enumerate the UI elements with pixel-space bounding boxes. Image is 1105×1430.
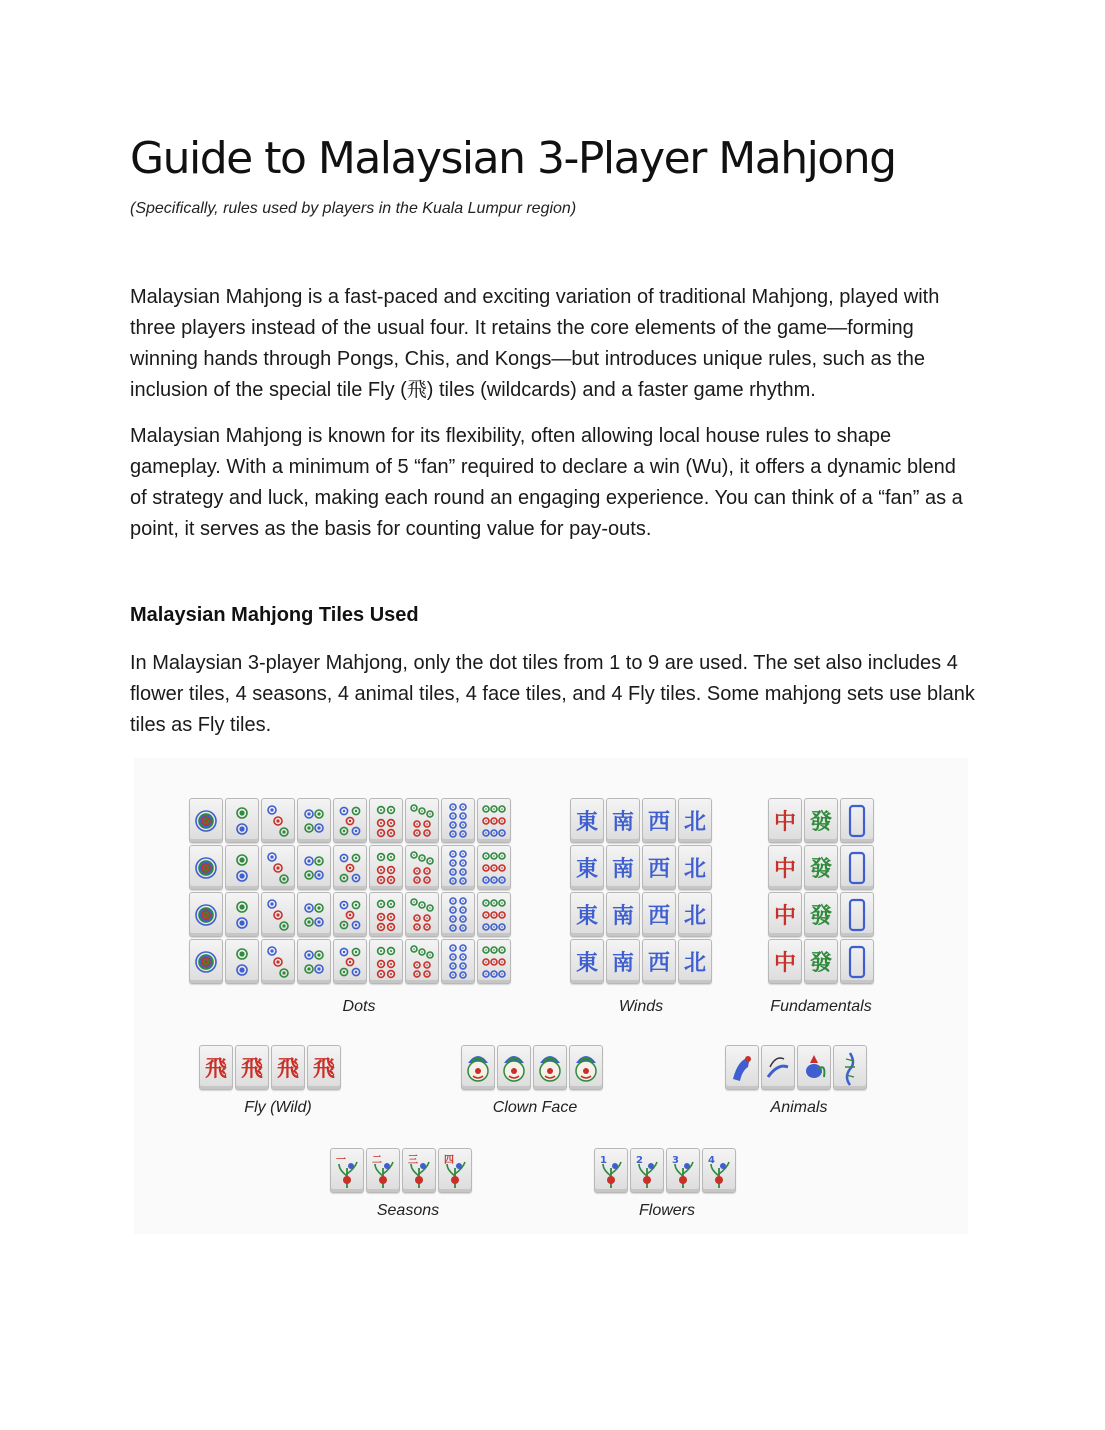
caption-winds: Winds: [618, 998, 664, 1015]
dot-tile-2: [225, 798, 259, 843]
dot-tile-1: [189, 845, 223, 890]
caption-fundamentals: Fundamentals: [770, 998, 872, 1015]
dot-tile-6: [369, 845, 403, 890]
tile-glyph: 發: [809, 903, 832, 929]
caption-animals: Animals: [770, 1099, 828, 1116]
tile-art: [408, 943, 436, 981]
tile-art: [572, 1049, 600, 1087]
clown-face-tile: [461, 1045, 495, 1090]
tile-art: [669, 1152, 697, 1190]
tile-art: [441, 1152, 469, 1190]
wind-tile-north: [678, 939, 712, 984]
tile-art: [300, 896, 328, 934]
fundamentals-tile-group: [768, 798, 874, 984]
tile-art: [843, 943, 871, 981]
tile-art: [800, 1049, 828, 1087]
tile-glyph: 南: [611, 950, 634, 976]
tile-art: [372, 802, 400, 840]
dot-tile-8: [441, 845, 475, 890]
tile-art: [843, 849, 871, 887]
flower-tile-2: [630, 1148, 664, 1193]
wind-tile-east: [570, 845, 604, 890]
tile-art: [228, 896, 256, 934]
tile-glyph: 飛: [312, 1056, 335, 1082]
animal-tile-centipede: [833, 1045, 867, 1090]
tiles-section-heading: Malaysian Mahjong Tiles Used: [130, 604, 419, 626]
wind-tile-west: [642, 939, 676, 984]
tile-art: [336, 849, 364, 887]
dot-tile-1: [189, 939, 223, 984]
animals-tile-grid: [725, 1045, 867, 1090]
tile-glyph: 飛: [204, 1056, 227, 1082]
wind-tile-east: [570, 892, 604, 937]
tile-art: [705, 1152, 733, 1190]
tile-art: [192, 802, 220, 840]
clown-tile-grid: [461, 1045, 603, 1090]
dot-tile-4: [297, 892, 331, 937]
dot-tile-5: [333, 892, 367, 937]
tile-glyph: 北: [683, 809, 706, 835]
flowers-tile-grid: [594, 1148, 736, 1193]
dot-tile-5: [333, 939, 367, 984]
tile-glyph: 發: [809, 809, 832, 835]
dot-tile-1: [189, 798, 223, 843]
caption-seasons: Seasons: [376, 1202, 440, 1219]
dot-tile-9: [477, 892, 511, 937]
svg-text:一: 一: [336, 1154, 346, 1166]
tile-art: [728, 1049, 756, 1087]
dot-tile-4: [297, 939, 331, 984]
tile-glyph: 南: [611, 809, 634, 835]
dot-tile-3: [261, 798, 295, 843]
tile-art: [408, 896, 436, 934]
dragon-tile-green-dragon: [804, 892, 838, 937]
tile-glyph: 中: [773, 809, 796, 835]
dot-tile-7: [405, 798, 439, 843]
page-subtitle: (Specifically, rules used by players in the Kuala Lumpur region): [130, 200, 577, 217]
tile-art: [480, 849, 508, 887]
dot-tile-7: [405, 939, 439, 984]
tile-glyph: 西: [647, 903, 670, 929]
tile-art: [264, 896, 292, 934]
dragon-tile-red-dragon: [768, 845, 802, 890]
tile-art: [836, 1049, 864, 1087]
flowers-tile-group: [594, 1148, 736, 1193]
tile-glyph: 北: [683, 903, 706, 929]
tile-art: [336, 896, 364, 934]
dot-tile-9: [477, 845, 511, 890]
svg-text:四: 四: [444, 1154, 454, 1166]
wind-tile-south: [606, 845, 640, 890]
tile-glyph: 東: [575, 856, 598, 882]
caption-flowers: Flowers: [638, 1202, 695, 1219]
wind-tile-west: [642, 798, 676, 843]
tile-art: [192, 943, 220, 981]
tile-glyph: 西: [647, 950, 670, 976]
dot-tile-3: [261, 939, 295, 984]
dragon-tile-white: [840, 892, 874, 937]
dot-tile-9: [477, 939, 511, 984]
tile-art: [408, 802, 436, 840]
tile-art: [264, 849, 292, 887]
wind-tile-north: [678, 798, 712, 843]
dot-tile-6: [369, 939, 403, 984]
dots-tile-grid: [189, 798, 511, 984]
dragon-tile-green-dragon: [804, 845, 838, 890]
tile-art: [336, 943, 364, 981]
caption-clown: Clown Face: [492, 1099, 578, 1116]
tile-art: [444, 802, 472, 840]
dot-tile-5: [333, 845, 367, 890]
dot-tile-8: [441, 798, 475, 843]
tile-art: [264, 802, 292, 840]
svg-text:2: 2: [636, 1154, 643, 1166]
tile-glyph: 中: [773, 903, 796, 929]
dot-tile-6: [369, 892, 403, 937]
tile-art: [764, 1049, 792, 1087]
dot-tile-4: [297, 798, 331, 843]
svg-text:二: 二: [372, 1154, 382, 1166]
wind-tile-south: [606, 939, 640, 984]
wind-tile-south: [606, 798, 640, 843]
tile-art: [264, 943, 292, 981]
tile-art: [192, 849, 220, 887]
tile-art: [444, 896, 472, 934]
animal-tile-cat: [725, 1045, 759, 1090]
fly-tile-group: [199, 1045, 341, 1090]
dot-tile-1: [189, 892, 223, 937]
dot-tile-4: [297, 845, 331, 890]
fly-tile: [235, 1045, 269, 1090]
seasons-tile-grid: [330, 1148, 472, 1193]
caption-dots: Dots: [342, 998, 376, 1015]
intro-paragraph-1: Malaysian Mahjong is a fast-paced and exciting variation of traditional Mahjong, played with three players instead of the usual four. It retains the core elements of the game—forming winning hands through Pongs, Chis, and Kongs—but introduces unique rules, such as the inclusion of the special tile Fly (飛) tiles (wildcards) and a faster game rhythm.: [130, 286, 940, 401]
tile-glyph: 飛: [240, 1056, 263, 1082]
dot-tile-5: [333, 798, 367, 843]
dot-tile-3: [261, 845, 295, 890]
intro-paragraph-2: Malaysian Mahjong is known for its flexibility, often allowing local house rules to shape gameplay. With a minimum of 5 “fan” required to declare a win (Wu), it offers a dynamic blend of strategy and luck, making each round an engaging experience. You can think of a “fan” as a point, it serves as the basis for counting value for pay-outs.: [130, 425, 963, 540]
dot-tile-7: [405, 892, 439, 937]
flower-tile-4: [702, 1148, 736, 1193]
tile-art: [444, 849, 472, 887]
tile-art: [228, 849, 256, 887]
dragon-tile-red-dragon: [768, 892, 802, 937]
tile-art: [408, 849, 436, 887]
tile-art: [300, 849, 328, 887]
tile-glyph: 南: [611, 856, 634, 882]
dots-tile-group: [189, 798, 511, 984]
clown-face-tile: [533, 1045, 567, 1090]
page-title: Guide to Malaysian 3-Player Mahjong: [130, 133, 896, 184]
tile-art: [500, 1049, 528, 1087]
dot-tile-2: [225, 892, 259, 937]
season-tile-1: [330, 1148, 364, 1193]
tile-glyph: 西: [647, 856, 670, 882]
wind-tile-east: [570, 798, 604, 843]
tile-art: [536, 1049, 564, 1087]
tile-art: [480, 896, 508, 934]
animal-tile-rat: [761, 1045, 795, 1090]
tile-art: [228, 802, 256, 840]
tile-art: [300, 943, 328, 981]
tile-art: [843, 896, 871, 934]
tile-glyph: 東: [575, 809, 598, 835]
dragon-tile-white: [840, 939, 874, 984]
clown-face-tile: [569, 1045, 603, 1090]
wind-tile-west: [642, 892, 676, 937]
clown-face-tile: [497, 1045, 531, 1090]
fly-tile: [199, 1045, 233, 1090]
tile-art: [480, 802, 508, 840]
dragon-tile-red-dragon: [768, 939, 802, 984]
svg-text:1: 1: [600, 1154, 607, 1166]
tile-art: [633, 1152, 661, 1190]
animal-tile-rooster: [797, 1045, 831, 1090]
tile-glyph: 東: [575, 903, 598, 929]
tile-art: [228, 943, 256, 981]
tile-art: [464, 1049, 492, 1087]
wind-tile-north: [678, 892, 712, 937]
flower-tile-3: [666, 1148, 700, 1193]
wind-tile-west: [642, 845, 676, 890]
caption-fly: Fly (Wild): [244, 1099, 312, 1116]
tile-glyph: 東: [575, 950, 598, 976]
wind-tile-south: [606, 892, 640, 937]
tile-art: [480, 943, 508, 981]
tile-art: [444, 943, 472, 981]
tile-glyph: 飛: [276, 1056, 299, 1082]
mahjong-tiles-figure: [134, 758, 968, 1234]
fly-tile: [307, 1045, 341, 1090]
tile-art: [336, 802, 364, 840]
dot-tile-2: [225, 939, 259, 984]
clown-tile-group: [461, 1045, 603, 1090]
svg-text:三: 三: [408, 1154, 418, 1166]
tile-glyph: 發: [809, 950, 832, 976]
tile-glyph: 中: [773, 950, 796, 976]
tile-art: [300, 802, 328, 840]
tile-art: [372, 896, 400, 934]
season-tile-3: [402, 1148, 436, 1193]
winds-tile-grid: [570, 798, 712, 984]
wind-tile-north: [678, 845, 712, 890]
flower-tile-1: [594, 1148, 628, 1193]
dot-tile-3: [261, 892, 295, 937]
fundamentals-tile-grid: [768, 798, 874, 984]
tile-art: [192, 896, 220, 934]
tile-art: [372, 849, 400, 887]
seasons-tile-group: [330, 1148, 472, 1193]
dot-tile-2: [225, 845, 259, 890]
tile-glyph: 北: [683, 856, 706, 882]
dragon-tile-green-dragon: [804, 939, 838, 984]
tile-art: [369, 1152, 397, 1190]
svg-text:3: 3: [672, 1154, 679, 1166]
dragon-tile-white: [840, 845, 874, 890]
animals-tile-group: [725, 1045, 867, 1090]
dragon-tile-white: [840, 798, 874, 843]
wind-tile-east: [570, 939, 604, 984]
season-tile-2: [366, 1148, 400, 1193]
dragon-tile-red-dragon: [768, 798, 802, 843]
dragon-tile-green-dragon: [804, 798, 838, 843]
dot-tile-8: [441, 939, 475, 984]
dot-tile-8: [441, 892, 475, 937]
tile-art: [372, 943, 400, 981]
tile-art: [597, 1152, 625, 1190]
dot-tile-7: [405, 845, 439, 890]
fly-tile-grid: [199, 1045, 341, 1090]
tile-glyph: 北: [683, 950, 706, 976]
tile-art: [405, 1152, 433, 1190]
tile-glyph: 南: [611, 903, 634, 929]
tile-glyph: 發: [809, 856, 832, 882]
winds-tile-group: [570, 798, 712, 984]
tile-art: [333, 1152, 361, 1190]
tile-art: [843, 802, 871, 840]
tile-glyph: 西: [647, 809, 670, 835]
tile-glyph: 中: [773, 856, 796, 882]
season-tile-4: [438, 1148, 472, 1193]
dot-tile-6: [369, 798, 403, 843]
dot-tile-9: [477, 798, 511, 843]
svg-text:4: 4: [708, 1154, 715, 1166]
tiles-section-body: In Malaysian 3-player Mahjong, only the dot tiles from 1 to 9 are used. The set also includes 4 flower tiles, 4 seasons, 4 animal tiles, 4 face tiles, and 4 Fly tiles. Some mahjong sets use blank tiles as Fly tiles.: [130, 652, 975, 736]
fly-tile: [271, 1045, 305, 1090]
